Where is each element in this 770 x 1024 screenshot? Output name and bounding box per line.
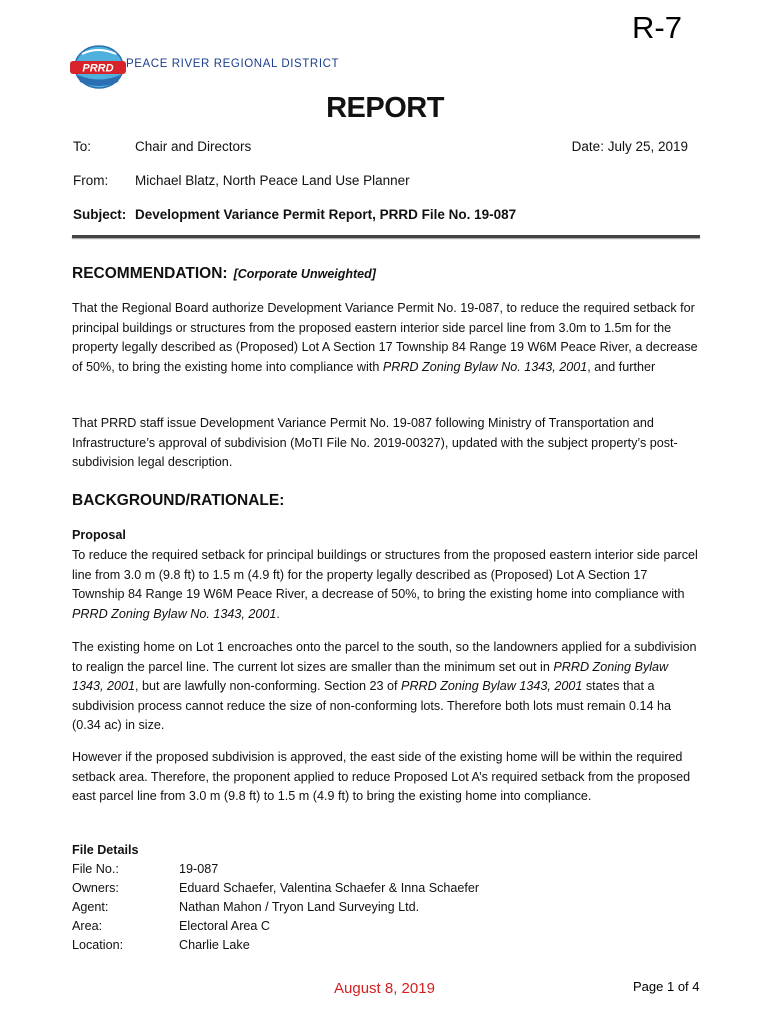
subject-label: Subject: [73, 207, 127, 222]
recommendation-paragraph-2: That PRRD staff issue Development Variance Permit No. 19-087 following Ministry of Transportation and Infrastructure’s approval of subdivision (MoTI File No. 2019-00327), updated with the subject property’s post-subdivision legal description. [72, 416, 678, 469]
subject-value: Development Variance Permit Report, PRRD File No. 19-087 [135, 207, 517, 222]
file-details-row: Location: Charlie Lake [72, 938, 250, 952]
organization-name: PEACE RIVER REGIONAL DISTRICT [126, 58, 340, 70]
agenda-item-tag: R-7 [632, 10, 682, 45]
proposal-paragraph: To reduce the required setback for principal buildings or structures from the proposed eastern interior side parcel line from 3.0 m (9.8 ft) to 1.5 m (4.9 ft) for the property legally described as (Proposed) Lot A Section 17 Township 84 Range 19 W6M Peace River, a decrease of 50%, to bring the existing home into compliance with PRRD Zoning Bylaw No. 1343, 2001. [72, 548, 698, 621]
from-label: From: [73, 173, 109, 188]
file-details-heading: File Details [72, 843, 139, 857]
recommendation-title: RECOMMENDATION: [72, 265, 228, 282]
proposal-heading: Proposal [72, 528, 126, 542]
to-label: To: [73, 139, 92, 154]
file-details-row: File No.: 19-087 [72, 862, 219, 876]
background-paragraph-3: However if the proposed subdivision is approved, the east side of the existing home will be within the required setback area. Therefore, the proponent applied to reduce Proposed Lot A’s required setback from the proposed east parcel line from 3.0 m (9.8 ft) to 1.5 m (4.9 ft) to bring the existing home into compliance. [72, 750, 691, 803]
to-value: Chair and Directors [135, 139, 252, 154]
file-details-row: Area: Electoral Area C [72, 919, 270, 933]
recommendation-heading [72, 265, 376, 283]
meeting-date-stamp: August 8, 2019 [334, 980, 435, 997]
from-value: Michael Blatz, North Peace Land Use Planner [135, 173, 410, 188]
prrd-logo-icon [68, 42, 128, 92]
document-title: REPORT [326, 92, 444, 124]
recommendation-paragraph-1: That the Regional Board authorize Development Variance Permit No. 19-087, to reduce the required setback for principal buildings or structures from the proposed eastern interior side parcel line from 3.0m to 1.5m for the property legally described as (Proposed) Lot A Section 17 Township 84 Range 19 W6M Peace River, a decrease of 50%, to bring the existing home into compliance with PRRD Zoning Bylaw No. 1343, 2001, and further [72, 301, 698, 374]
report-date: Date: July 25, 2019 [571, 139, 688, 154]
file-details-row: Agent: Nathan Mahon / Tryon Land Surveying Ltd. [72, 900, 420, 914]
background-paragraph-2: The existing home on Lot 1 encroaches onto the parcel to the south, so the landowners applied for a subdivision to realign the parcel line. The current lot sizes are smaller than the minimum set out in PRRD Zoning Bylaw 1343, 2001, but are lawfully non-conforming. Section 23 of PRRD Zoning Bylaw 1343, 2001 states that a subdivision process cannot reduce the size of non-conforming lots. Therefore both lots must remain 0.14 ha (0.34 ac) in size. [72, 640, 697, 732]
background-heading: BACKGROUND/RATIONALE: [72, 492, 285, 509]
header-divider [72, 235, 700, 238]
recommendation-qualifier: [Corporate Unweighted] [233, 267, 376, 281]
file-details-row: Owners: Eduard Schaefer, Valentina Schaefer & Inna Schaefer [72, 881, 480, 895]
page-number: Page 1 of 4 [633, 979, 700, 994]
logo-lettering: PRRD [82, 62, 114, 75]
